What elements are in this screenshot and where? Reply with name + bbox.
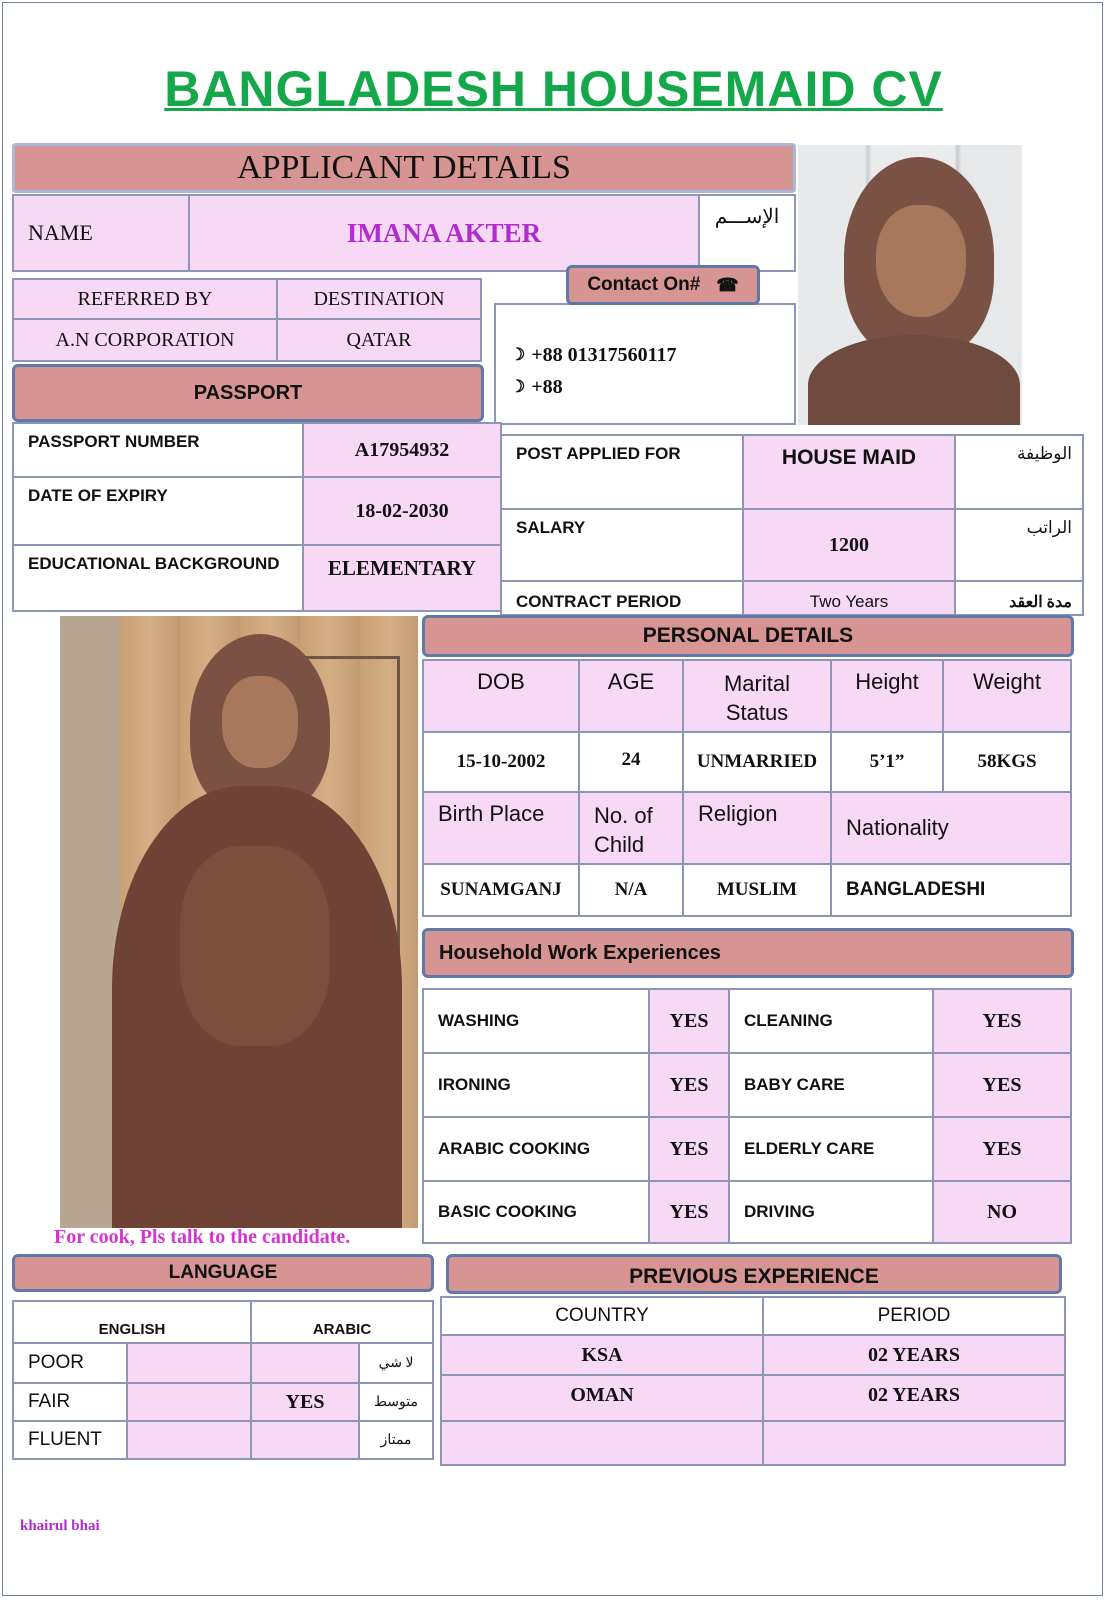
dob-value-cell — [422, 731, 580, 793]
personal-details-header — [422, 615, 1074, 657]
contact-header — [566, 265, 760, 305]
height-label-cell — [830, 659, 944, 733]
salary-label: SALARY — [516, 518, 586, 537]
country-label-cell — [440, 1296, 764, 1336]
previous-experience-label: PREVIOUS EXPERIENCE — [629, 1265, 879, 1288]
religion-value-cell — [682, 863, 832, 917]
birthplace-label: Birth Place — [438, 801, 545, 826]
language-level-fluent: FLUENT — [12, 1420, 128, 1460]
passport-number-label: PASSPORT NUMBER — [28, 432, 200, 451]
household-left-label-1: WASHING — [422, 988, 650, 1054]
referred-by-label: REFERRED BY — [77, 287, 213, 310]
arabic-fair-value: YES — [250, 1382, 360, 1422]
weight-value-cell — [942, 731, 1072, 793]
expiry-value-cell — [302, 476, 502, 546]
english-label-cell — [12, 1300, 252, 1344]
weight-value: 58KGS — [977, 751, 1037, 772]
post-value: HOUSE MAID — [781, 446, 917, 469]
children-label: No. of Child — [594, 803, 653, 857]
household-right-value-2: YES — [932, 1052, 1072, 1118]
phone-line-1 — [510, 339, 794, 371]
language-level-poor-ar: لا شي — [358, 1342, 434, 1384]
name-label-ar: الإســـم — [714, 206, 780, 228]
nationality-value-cell — [830, 863, 1072, 917]
expiry-value: 18-02-2030 — [355, 499, 449, 522]
nationality-value: BANGLADESHI — [846, 879, 986, 900]
passport-number-label-cell — [12, 422, 304, 478]
marital-value: UNMARRIED — [696, 751, 818, 772]
phone-line-2 — [510, 371, 794, 403]
post-label: POST APPLIED FOR — [516, 444, 681, 463]
passport-number-value: A17954932 — [354, 438, 450, 461]
dob-label-cell — [422, 659, 580, 733]
religion-label: Religion — [698, 801, 778, 826]
arabic-fluent-value — [250, 1420, 360, 1460]
name-label-cell — [12, 194, 190, 272]
household-header-label: Household Work Experiences — [439, 941, 721, 964]
religion-label-cell — [682, 791, 832, 865]
destination-value: QATAR — [346, 328, 412, 351]
language-header — [12, 1254, 434, 1292]
english-label: ENGLISH — [98, 1321, 166, 1338]
english-fluent-value — [126, 1420, 252, 1460]
dob-label: DOB — [477, 669, 525, 694]
country-label: COUNTRY — [555, 1305, 649, 1326]
weight-label-cell — [942, 659, 1072, 733]
contract-label: CONTRACT PERIOD — [516, 592, 682, 611]
household-right-value-4: NO — [932, 1180, 1072, 1244]
household-left-label-4: BASIC COOKING — [422, 1180, 650, 1244]
phone-number-2: +88 — [531, 375, 563, 398]
previous-period-3 — [762, 1420, 1066, 1466]
post-label-ar: الوظيفة — [1016, 444, 1072, 463]
passport-header — [12, 364, 484, 422]
language-level-poor: POOR — [12, 1342, 128, 1384]
education-label: EDUCATIONAL BACKGROUND — [28, 554, 280, 573]
age-label-cell — [578, 659, 684, 733]
religion-value: MUSLIM — [716, 879, 798, 900]
marital-label: Marital Status — [723, 671, 790, 725]
english-poor-value — [126, 1342, 252, 1384]
weight-label: Weight — [972, 669, 1042, 694]
name-label-ar-cell — [698, 194, 796, 272]
salary-label-ar-cell — [954, 508, 1084, 582]
language-level-fair-ar: متوسط — [358, 1382, 434, 1422]
post-label-ar-cell — [954, 434, 1084, 510]
household-left-value-2: YES — [648, 1052, 730, 1118]
dob-value: 15-10-2002 — [456, 751, 546, 772]
salary-value: 1200 — [829, 533, 869, 556]
english-fair-value — [126, 1382, 252, 1422]
arabic-label: ARABIC — [312, 1321, 372, 1338]
applicant-details-header — [12, 143, 796, 193]
nationality-label-cell — [830, 791, 1072, 865]
contract-value: Two Years — [809, 592, 889, 611]
expiry-label: DATE OF EXPIRY — [28, 486, 168, 505]
name-label: NAME — [28, 220, 93, 245]
applicant-full-body-photo — [60, 616, 418, 1228]
arabic-poor-value — [250, 1342, 360, 1384]
marital-label-cell — [682, 659, 832, 733]
height-value-cell — [830, 731, 944, 793]
contract-label-ar: مدة العقد — [1009, 594, 1072, 611]
household-left-value-4: YES — [648, 1180, 730, 1244]
language-header-label: LANGUAGE — [168, 1262, 278, 1283]
household-right-value-1: YES — [932, 988, 1072, 1054]
page-title: BANGLADESH HOUSEMAID CV — [164, 61, 943, 117]
personal-details-title: PERSONAL DETAILS — [642, 624, 854, 647]
phone-icon: ☎ — [716, 274, 739, 295]
expiry-label-cell — [12, 476, 304, 546]
birthplace-value: SUNAMGANJ — [440, 879, 562, 900]
previous-country-2: OMAN — [440, 1374, 764, 1422]
household-right-label-2: BABY CARE — [728, 1052, 934, 1118]
age-value-cell — [578, 731, 684, 793]
moon-icon: ☽ — [510, 345, 526, 364]
education-value: ELEMENTARY — [327, 556, 477, 580]
destination-value-cell — [276, 318, 482, 362]
contract-label-ar-cell — [954, 580, 1084, 616]
contact-header-label: Contact On# — [587, 274, 701, 295]
nationality-label: Nationality — [846, 815, 949, 840]
salary-label-cell — [500, 508, 744, 582]
household-left-label-3: ARABIC COOKING — [422, 1116, 650, 1182]
previous-country-3 — [440, 1420, 764, 1466]
referred-by-value: A.N CORPORATION — [55, 328, 235, 351]
household-header — [422, 928, 1074, 978]
post-value-cell — [742, 434, 956, 510]
contact-box — [494, 303, 796, 425]
children-value-cell — [578, 863, 684, 917]
contract-label-cell — [500, 580, 744, 616]
passport-header-label: PASSPORT — [193, 381, 303, 404]
destination-label: DESTINATION — [313, 287, 445, 310]
destination-label-cell — [276, 278, 482, 320]
household-left-value-1: YES — [648, 988, 730, 1054]
household-right-label-4: DRIVING — [728, 1180, 934, 1244]
children-value: N/A — [614, 879, 648, 900]
age-label: AGE — [607, 669, 655, 694]
previous-country-1: KSA — [440, 1334, 764, 1376]
language-level-fair: FAIR — [12, 1382, 128, 1422]
age-value: 24 — [621, 749, 641, 770]
previous-period-2: 02 YEARS — [762, 1374, 1066, 1422]
contract-value-cell — [742, 580, 956, 616]
household-right-label-1: CLEANING — [728, 988, 934, 1054]
referred-by-value-cell — [12, 318, 278, 362]
moon-icon: ☽ — [510, 377, 526, 396]
children-label-cell — [578, 791, 684, 865]
height-value: 5’1” — [869, 751, 905, 772]
arabic-label-cell — [250, 1300, 434, 1344]
birthplace-label-cell — [422, 791, 580, 865]
referred-by-label-cell — [12, 278, 278, 320]
previous-period-1: 02 YEARS — [762, 1334, 1066, 1376]
household-right-value-3: YES — [932, 1116, 1072, 1182]
previous-experience-header — [446, 1254, 1062, 1294]
footer-credit: khairul bhai — [20, 1518, 100, 1534]
name-value: IMANA AKTER — [346, 217, 542, 248]
height-label: Height — [855, 669, 919, 694]
household-left-label-2: IRONING — [422, 1052, 650, 1118]
marital-value-cell — [682, 731, 832, 793]
language-level-fluent-ar: ممتاز — [358, 1420, 434, 1460]
household-left-value-3: YES — [648, 1116, 730, 1182]
name-value-cell — [188, 194, 700, 272]
period-label-cell — [762, 1296, 1066, 1336]
period-label: PERIOD — [877, 1305, 951, 1326]
salary-label-ar: الراتب — [1026, 518, 1072, 537]
cook-note: For cook, Pls talk to the candidate. — [54, 1226, 351, 1248]
applicant-portrait-photo — [798, 145, 1022, 425]
passport-number-value-cell — [302, 422, 502, 478]
post-label-cell — [500, 434, 744, 510]
education-label-cell — [12, 544, 304, 612]
education-value-cell — [302, 544, 502, 612]
phone-number-1: +88 01317560117 — [531, 343, 677, 366]
salary-value-cell — [742, 508, 956, 582]
household-right-label-3: ELDERLY CARE — [728, 1116, 934, 1182]
applicant-details-title: APPLICANT DETAILS — [237, 149, 571, 186]
birthplace-value-cell — [422, 863, 580, 917]
